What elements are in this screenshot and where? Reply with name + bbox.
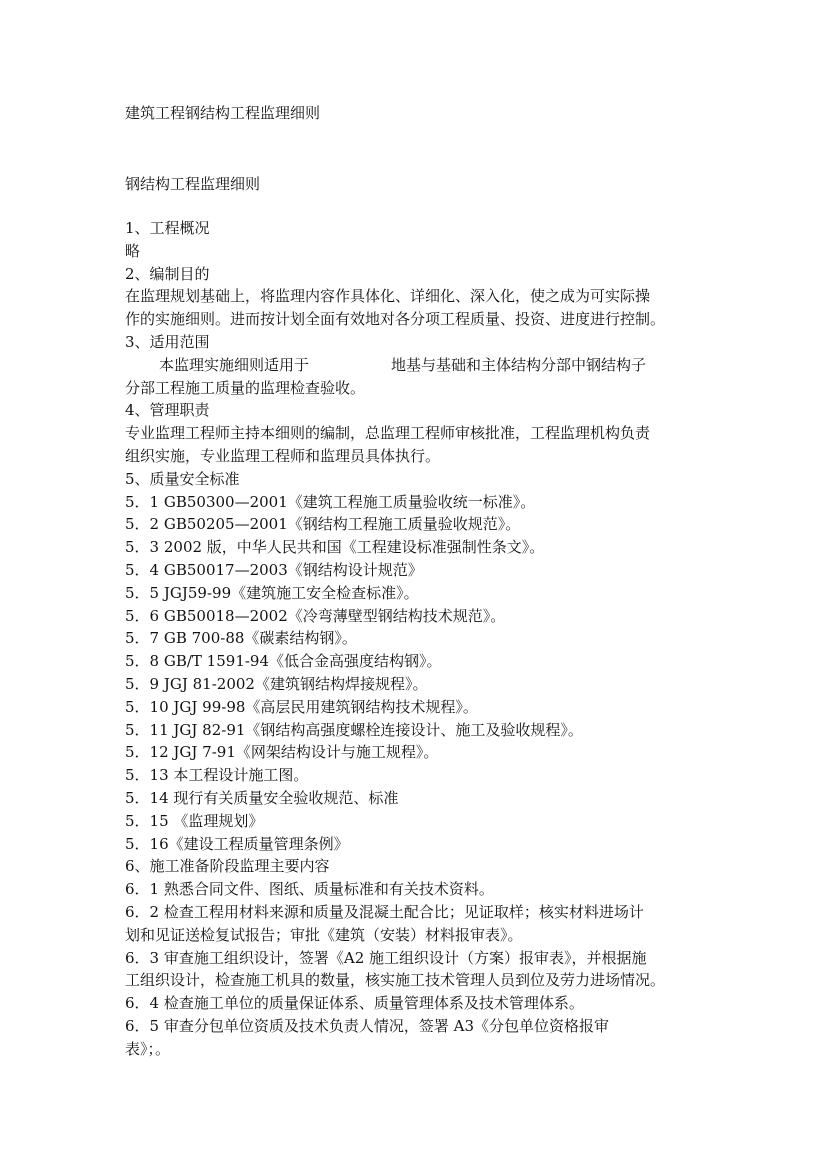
task-item: 6．4 检查施工单位的质量保证体系、质量管理体系及技术管理体系。 [125,994,584,1013]
section-heading: 2、编制目的 [125,264,210,283]
section-heading: 5、质量安全标准 [125,469,240,488]
paragraph-line: 在监理规划基础上，将监理内容作具体化、详细化、深入化，使之成为可实际操 [125,287,651,306]
paragraph-line: 组织实施，专业监理工程师和监理员具体执行。 [125,446,441,465]
standard-item: 5．9 JGJ 81-2002《建筑钢结构焊接规程》。 [125,674,428,693]
document-title: 建筑工程钢结构工程监理细则 [125,104,321,122]
standard-item: 5．7 GB 700-88《碳素结构钢》。 [125,629,357,648]
section-heading: 6、施工准备阶段监理主要内容 [125,857,330,876]
paragraph-line: 工组织设计，检查施工机具的数量，核实施工技术管理人员到位及劳力进场情况。 [125,971,666,990]
paragraph-line: 专业监理工程师主持本细则的编制，总监理工程师审核批准，工程监理机构负责 [125,424,651,443]
standard-item: 5．11 JGJ 82-91《钢结构高强度螺栓连接设计、施工及验收规程》。 [125,720,583,739]
task-item: 6．5 审查分包单位资质及技术负责人情况，签署 A3《分包单位资格报审 [125,1016,610,1035]
document-subtitle: 钢结构工程监理细则 [125,175,261,193]
standard-item: 5．6 GB50018—2002《冷弯薄壁型钢结构技术规范》。 [125,606,506,625]
section-heading: 3、适用范围 [125,332,210,351]
paragraph-line: 略 [125,241,141,260]
standard-item: 5．12 JGJ 7-91《网架结构设计与施工规程》。 [125,743,439,762]
scope-text-end: 地基与基础和主体结构分部中钢结构子 [391,355,647,374]
task-item: 6．1 熟悉合同文件、图纸、质量标准和有关技术资料。 [125,880,494,899]
section-heading: 4、管理职责 [125,401,210,420]
task-item: 6．2 检查工程用材料来源和质量及混凝土配合比；见证取样；核实材料进场计 [125,902,644,921]
standard-item: 5．4 GB50017—2003《钢结构设计规范》 [125,560,423,579]
section-heading: 1、工程概况 [125,219,210,237]
standard-item: 5．1 GB50300—2001《建筑工程施工质量验收统一标准》。 [125,492,536,511]
standard-item: 5．8 GB/T 1591-94《低合金高强度结构钢》。 [125,652,442,671]
paragraph-line: 作的实施细则。进而按计划全面有效地对各分项工程质量、投资、进度进行控制。 [125,310,666,329]
task-item: 6．3 审查施工组织设计，签署《A2 施工组织设计（方案）报审表》，并根据施 [125,948,647,967]
paragraph-line: 分部工程施工质量的监理检查验收。 [125,378,366,397]
scope-text-start: 本监理实施细则适用于 [159,355,310,374]
paragraph-line [125,354,710,377]
document-body [125,217,710,1060]
paragraph-line: 表》；。 [125,1039,171,1058]
standard-item: 5．13 本工程设计施工图。 [125,766,309,785]
standard-item: 5．3 2002 版，中华人民共和国《工程建设标准强制性条文》。 [125,538,545,557]
standard-item: 5．2 GB50205—2001《钢结构工程施工质量验收规范》。 [125,515,521,534]
standard-item: 5．15 《监理规划》 [125,811,264,830]
paragraph-line: 划和见证送检复试报告；审批《建筑（安装）材料报审表》。 [125,925,523,944]
standard-item: 5．10 JGJ 99-98《高层民用建筑钢结构技术规程》。 [125,697,478,716]
standard-item: 5．16《建设工程质量管理条例》 [125,834,349,853]
standard-item: 5．5 JGJ59-99《建筑施工安全检查标准》。 [125,583,419,602]
standard-item: 5．14 现行有关质量安全验收规范、标准 [125,788,399,807]
